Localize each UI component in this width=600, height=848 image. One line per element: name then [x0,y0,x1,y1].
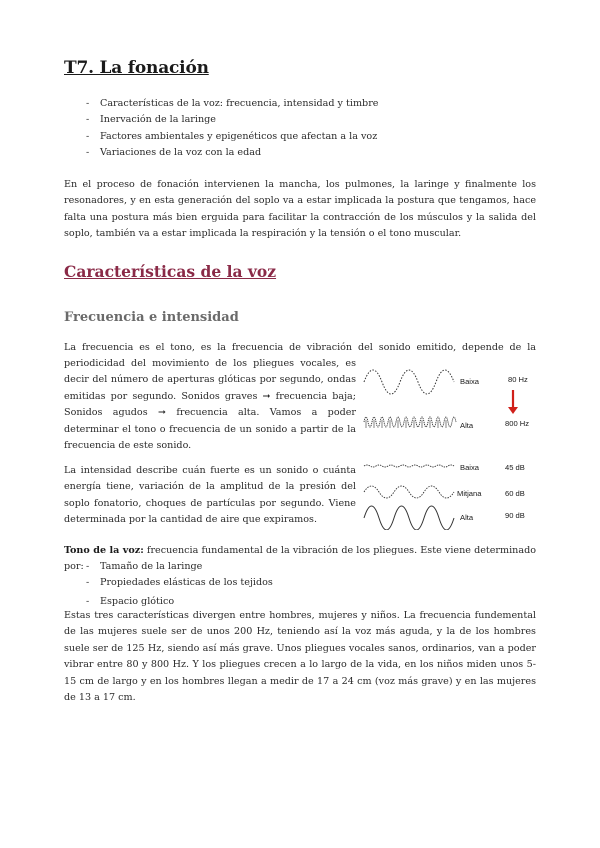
int-high-value: 90 dB [505,511,525,520]
list-item: - Factores ambientales y epigenéticos que afectan a la voz [64,129,378,145]
medium-intensity-wave [364,486,454,498]
red-arrow-icon [508,390,518,414]
high-frequency-wave [364,417,456,427]
sound-wave-figure [362,362,540,530]
low-frequency-wave [364,370,454,394]
int-low-value: 45 dB [505,463,525,472]
int-high-label: Alta [460,513,474,522]
int-mid-label: Mitjana [457,489,482,498]
tono-factor-list [64,559,273,610]
closing-paragraph: Estas tres características divergen entre hombres, mujeres y niños. La frecuencia fundemental de las mujeres suele ser de unos 200 Hz, teniendo así la voz más aguda, y la de los hombres suele ser de 125 Hz, siendo así más grave. Unos pliegues vocales sanos, ordinarios, van a poder vibrar entre 80 y 800 Hz. Y los pliegues crecen a lo largo de la vida, en los niños miden unos 5-15 cm de largo y en los hombres llegan a medir de 17 a 24 cm (voz más grave) y en las mujeres de 13 a 17 cm. [64,610,536,704]
list-item: - Tamaño de la laringe [64,559,273,575]
int-low-label: Baixa [460,463,479,472]
frecuencia-paragraph: periodicidad del movimiento de los pliegues vocales, es decir del número de aperturas glóticas por segundo, ondas emitidas por segundo. Sonidos graves ➞ frecuencia baja; Sonidos agudos ➞ frecuencia alta. Vamos a poder determinar el tono o frecuencia de un sonido a partir de la frecuencia de este sonido. [64,358,356,452]
frecuencia-first-line: La frecuencia es el tono, es la frecuencia de vibración del sonido emitido, depende de la [64,342,536,353]
high-intensity-wave [364,506,454,530]
freq-low-value: 80 Hz [508,375,528,384]
section-heading: Características de la voz [64,262,277,281]
list-item: - Propiedades elásticas de los tejidos [64,575,273,591]
intro-paragraph: En el proceso de fonación intervienen la mancha, los pulmones, la laringe y finalmente los resonadores, y en esta generación del soplo va a estar implicada la postura que tengamos, hace falta una postura más bien erguida para facilitar la contracción de los músculos y la salida del soplo, también va a estar implicada la respiración y la tensión o el tono muscular. [64,179,536,240]
list-item: - Espacio glótico [64,594,273,610]
low-intensity-wave [364,465,454,467]
list-item: - Inervación de la laringe [64,112,378,128]
tono-label: Tono de la voz: [64,545,144,556]
page-title: T7. La fonación [64,58,209,78]
int-mid-value: 60 dB [505,489,525,498]
tono-text: frecuencia fundamental de la vibración de los pliegues. Este viene determinado por: [64,545,536,573]
list-item: - Variaciones de la voz con la edad [64,145,378,161]
topic-list [64,96,378,161]
list-item: - Características de la voz: frecuencia, intensidad y timbre [64,96,378,112]
freq-high-label: Alta [460,421,474,430]
subsection-heading: Frecuencia e intensidad [64,310,239,325]
intensidad-paragraph: La intensidad describe cuán fuerte es un sonido o cuánta energía tiene, variación de la amplitud de la presión del soplo fonatorio, choques de partículas por segundo. Viene determinada por la cantidad de aire que expiramos. [64,465,356,526]
freq-high-value: 800 Hz [505,419,530,428]
freq-low-label: Baixa [460,377,479,386]
